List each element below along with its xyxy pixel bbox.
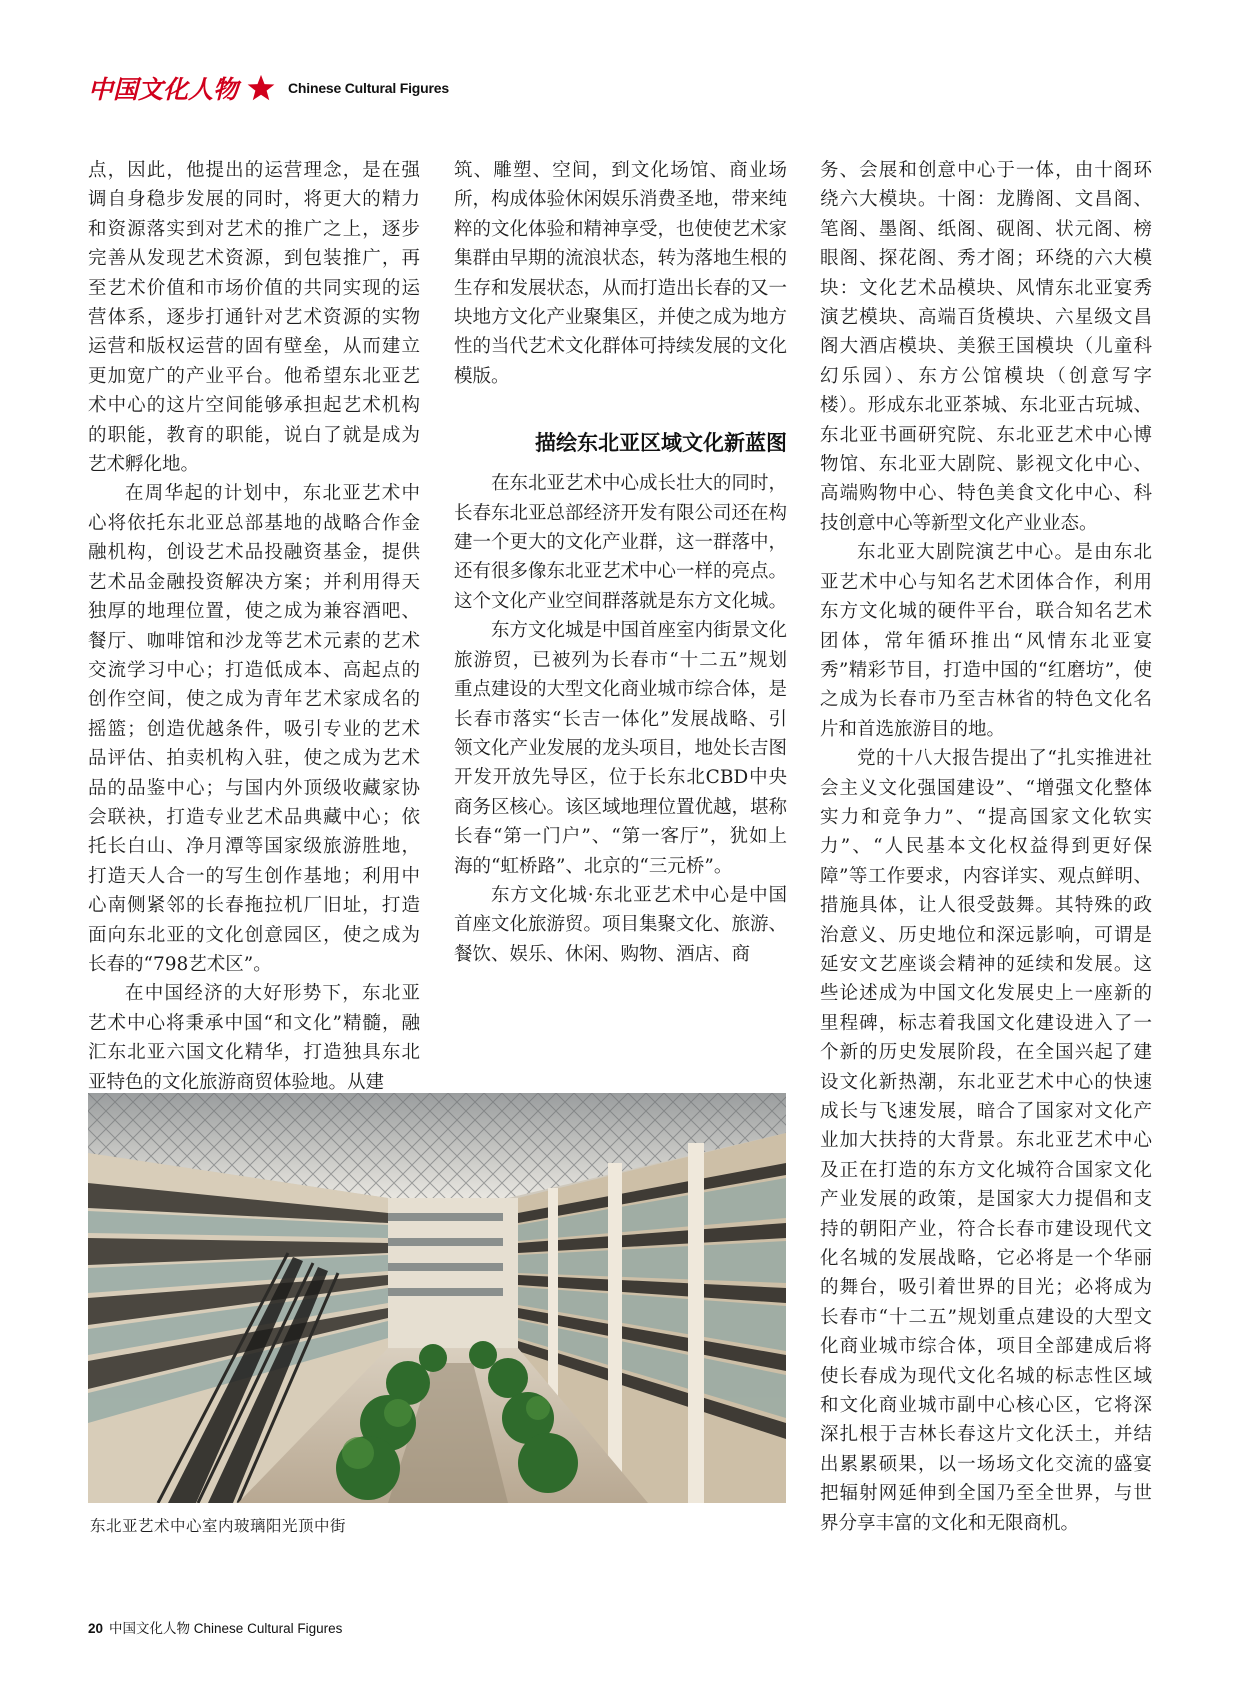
paragraph: 在周华起的计划中，东北亚艺术中心将依托东北亚总部基地的战略合作金融机构，创设艺术品投融资基金，提供艺术品金融投资解决方案；并利用得天独厚的地理位置，使之成为兼容酒吧、餐厅、咖啡馆和沙龙等艺术元素的艺术交流学习中心；打造低成本、高起点的创作空间，使之成为青年艺术家成名的摇篮；创造优越条件，吸引专业的艺术品评估、拍卖机构入驻，使之成为艺术品的品鉴中心；与国内外顶级收藏家协会联袂，打造专业艺术品典藏中心；依托长白山、净月潭等国家级旅游胜地，打造天人合一的写生创作基地；利用中心南侧紧邻的长春拖拉机厂旧址，打造面向东北亚的文化创意园区，使之成为长春的“798艺术区”。 xyxy=(88,483,420,975)
publication-name: 中国文化人物 Chinese Cultural Figures xyxy=(109,1621,343,1636)
paragraph: 东北亚大剧院演艺中心。是由东北亚艺术中心与知名艺术团体合作，利用东方文化城的硬件平台，联合知名艺术团体，常年循环推出“风情东北亚宴秀”精彩节目，打造中国的“红磨坊”，使之成为长春市乃至吉林省的特色文化名片和首选旅游目的地。 xyxy=(820,542,1152,740)
paragraph: 党的十八大报告提出了“扎实推进社会主义文化强国建设”、“增强文化整体实力和竞争力”、“提高国家文化软实力”、“人民基本文化权益得到更好保障”等工作要求，内容详实、观点鲜明、措施具体，让人很受鼓舞。其特殊的政治意义、历史地位和深远影响，可谓是延安文艺座谈会精神的延续和发展。这些论述成为中国文化发展史上一座新的里程碑，标志着我国文化建设进入了一个新的历史发展阶段，在全国兴起了建设文化新热潮，东北亚艺术中心的快速成长与飞速发展，暗合了国家对文化产业加大扶持的大背景。东北亚艺术中心及正在打造的东方文化城符合国家文化产业发展的政策，是国家大力提倡和支持的朝阳产业，符合长春市建设现代文化名城的发展战略，它必将是一个华丽的舞台，吸引着世界的目光；必将成为长春市“十二五”规划重点建设的大型文化商业城市综合体，项目全部建成后将使长春成为现代文化名城的标志性区域和文化商业城市副中心核心区，它将深深扎根于吉林长春这片文化沃土，并结出累累硕果，以一场场文化交流的盛宴把辐射网延伸到全国乃至全世界，与世界分享丰富的文化和无限商机。 xyxy=(820,748,1152,1534)
paragraph: 在东北亚艺术中心成长壮大的同时，长春东北亚总部经济开发有限公司还在构建一个更大的文化产业群，这一群落中，还有很多像东北亚艺术中心一样的亮点。这个文化产业空间群落就是东方文化城。 xyxy=(454,473,788,612)
atrium-photo xyxy=(88,1093,786,1503)
paragraph: 务、会展和创意中心于一体，由十阁环绕六大模块。十阁：龙腾阁、文昌阁、笔阁、墨阁、纸阁、砚阁、状元阁、榜眼阁、探花阁、秀才阁；环绕的六大模块：文化艺术品模块、风情东北亚宴秀演艺模块、高端百货模块、六星级文昌阁大酒店模块、美猴王国模块（儿童科幻乐园）、东方公馆模块（创意写字楼）。形成东北亚茶城、东北亚古玩城、东北亚书画研究院、东北亚艺术中心博物馆、东北亚大剧院、影视文化中心、高端购物中心、特色美食文化中心、科技创意中心等新型文化产业业态。 xyxy=(820,160,1152,534)
brand-logo-english: Chinese Cultural Figures xyxy=(288,80,449,96)
section-heading: 描绘东北亚区域文化新蓝图 xyxy=(535,431,787,456)
paragraph: 点，因此，他提出的运营理念，是在强调自身稳步发展的同时，将更大的精力和资源落实到对艺术的推广之上，逐步完善从发现艺术资源，到包装推广，再至艺术价值和市场价值的共同实现的运营体系，逐步打通针对艺术资源的实物运营和版权运营的固有壁垒，从而建立更加宽广的产业平台。他希望东北亚艺术中心的这片空间能够承担起艺术机构的职能，教育的职能，说白了就是成为艺术孵化地。 xyxy=(88,160,420,476)
brand-logo-chinese: 中国文化人物 xyxy=(88,75,239,104)
photo-caption: 东北亚艺术中心室内玻璃阳光顶中街 xyxy=(90,1517,347,1535)
paragraph: 筑、雕塑、空间，到文化场馆、商业场所，构成体验休闲娱乐消费圣地，带来纯粹的文化体验和精神享受，也使使艺术家集群由早期的流浪状态，转为落地生根的生存和发展状态，从而打造出长春的又一块地方文化产业聚集区，并使之成为地方性的当代艺术文化群体可持续发展的文化模版。 xyxy=(454,160,788,387)
page-footer xyxy=(88,1617,342,1637)
article-column-1 xyxy=(88,156,420,1097)
paragraph: 东方文化城是中国首座室内街景文化旅游贸，已被列为长春市“十二五”规划重点建设的大型文化商业城市综合体，是长春市落实“长吉一体化”发展战略、引领文化产业发展的龙头项目，地处长吉图开发开放先导区，位于长东北CBD中央商务区核心。该区域地理位置优越，堪称长春“第一门户”、“第一客厅”，犹如上海的“虹桥路”、北京的“三元桥”。 xyxy=(454,620,788,877)
atrium-illustration xyxy=(88,1093,786,1503)
star-icon xyxy=(246,73,276,103)
page-number: 20 xyxy=(88,1621,104,1636)
article-column-2 xyxy=(454,156,787,969)
article-column-3 xyxy=(820,156,1152,1538)
paragraph: 东方文化城·东北亚艺术中心是中国首座文化旅游贸。项目集聚文化、旅游、餐饮、娱乐、休闲、购物、酒店、商 xyxy=(454,884,788,965)
paragraph: 在中国经济的大好形势下，东北亚艺术中心将秉承中国“和文化”精髓，融汇东北亚六国文化精华，打造独具东北亚特色的文化旅游商贸体验地。从建 xyxy=(88,983,420,1093)
magazine-header xyxy=(88,70,449,106)
